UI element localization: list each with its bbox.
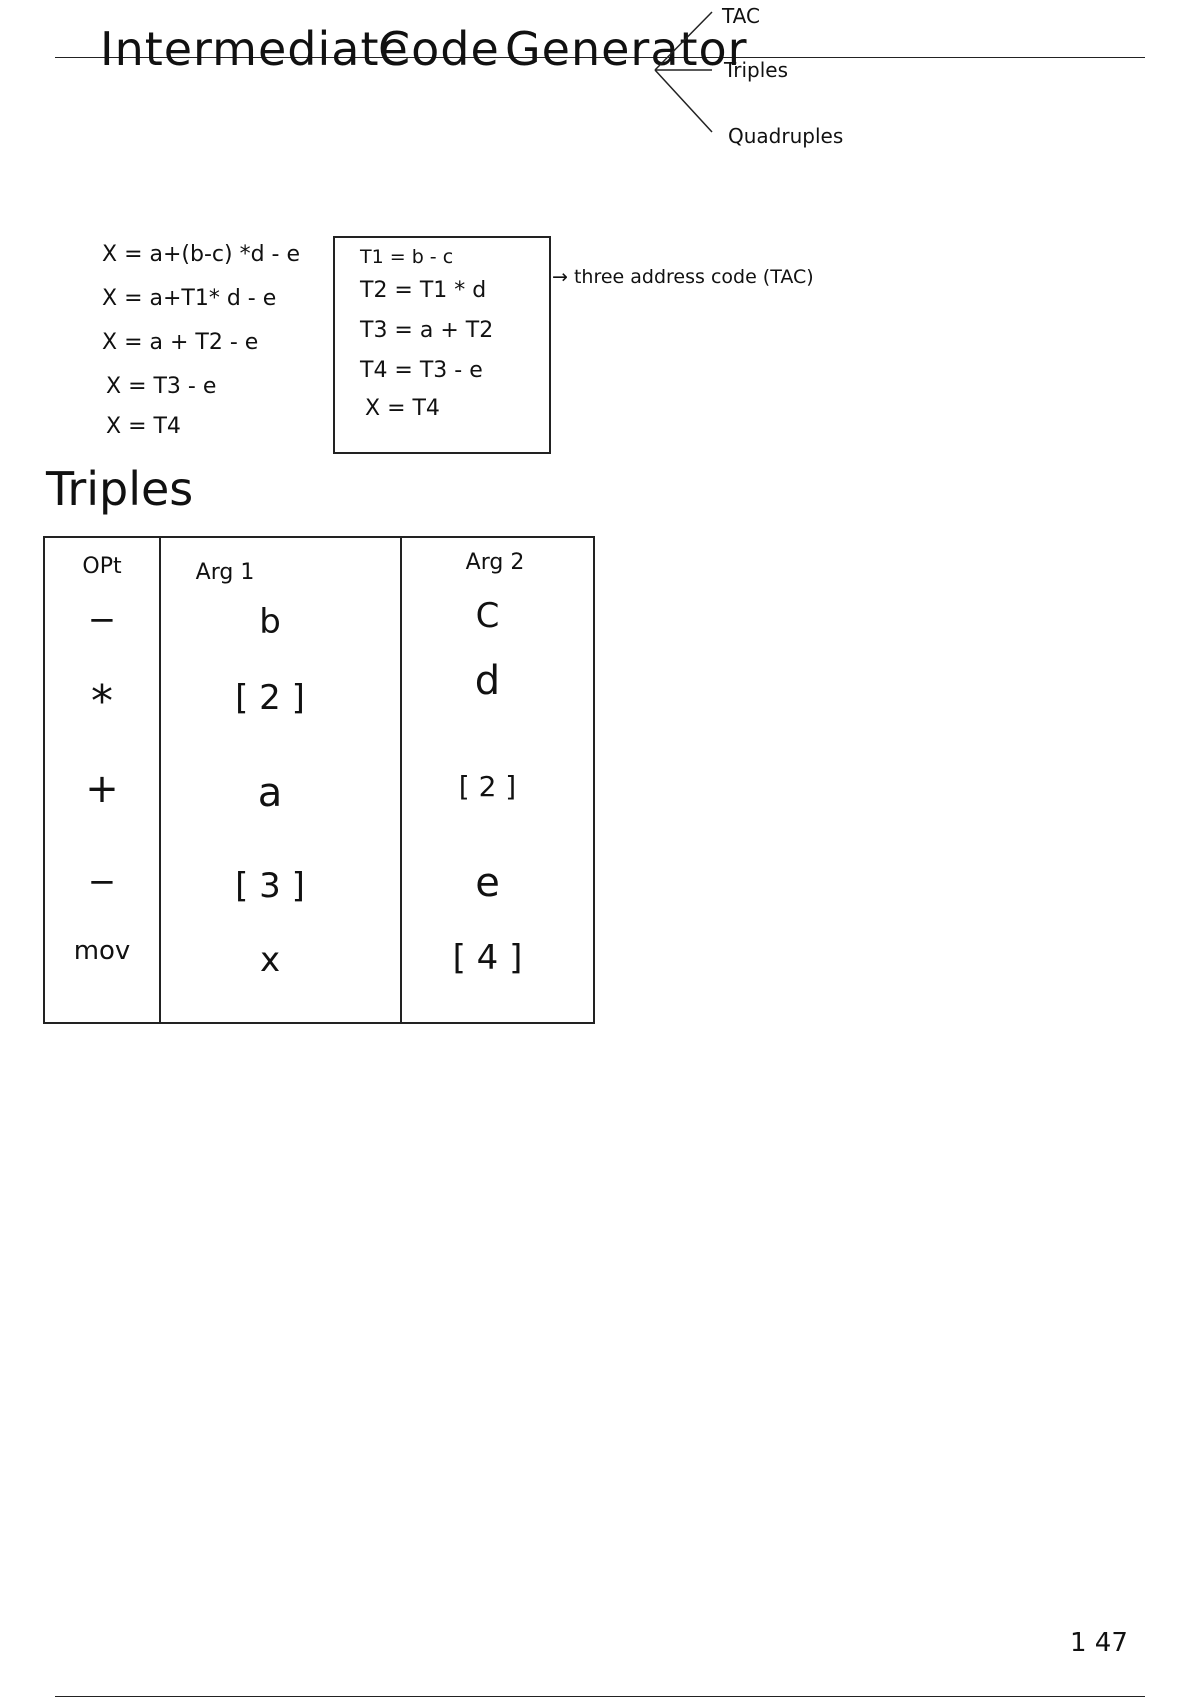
derivation-line-2: X = a+T1* d - e xyxy=(102,286,277,311)
tac-box xyxy=(333,236,551,454)
derivation-line-3: X = a + T2 - e xyxy=(102,330,259,355)
tac-line-3: T3 = a + T2 xyxy=(360,318,494,343)
branch-quadruples: Quadruples xyxy=(728,124,844,148)
tac-note: → three address code (TAC) xyxy=(552,266,814,288)
row2-op: * xyxy=(91,676,113,727)
row1-arg1: b xyxy=(259,602,281,642)
row4-arg1: [ 3 ] xyxy=(235,866,305,906)
row5-arg2: [ 4 ] xyxy=(452,938,523,978)
tac-line-1: T1 = b - c xyxy=(360,246,454,268)
row5-arg1: x xyxy=(259,940,281,980)
branch-lines xyxy=(640,0,730,150)
row1-arg2: C xyxy=(475,596,500,636)
title-word-3: Generator xyxy=(505,22,748,76)
page-number: 1 47 xyxy=(1070,1628,1128,1658)
derivation-line-5: X = T4 xyxy=(106,414,181,439)
row4-arg2: e xyxy=(475,860,500,906)
tac-line-2: T2 = T1 * d xyxy=(360,278,487,303)
row5-op: mov xyxy=(73,936,131,966)
bottom-rule xyxy=(55,1696,1145,1697)
row3-arg1: a xyxy=(257,770,283,816)
row1-op: − xyxy=(87,600,117,640)
header-arg1: Arg 1 xyxy=(195,560,255,585)
title-word-2: Code xyxy=(378,22,500,76)
branch-triples: Triples xyxy=(724,58,789,82)
row2-arg1: [ 2 ] xyxy=(235,678,305,718)
title-word-1: Intermediate xyxy=(100,22,409,76)
header-opt: OPt xyxy=(82,554,122,579)
tac-line-5: X = T4 xyxy=(365,396,440,421)
row3-op: + xyxy=(85,766,119,812)
derivation-line-1: X = a+(b-c) *d - e xyxy=(102,242,300,267)
triples-heading: Triples xyxy=(46,462,194,516)
row4-op: − xyxy=(87,862,117,902)
branch-tac: TAC xyxy=(722,4,760,28)
row3-arg2: [ 2 ] xyxy=(458,770,517,803)
tac-line-4: T4 = T3 - e xyxy=(360,358,483,383)
row2-arg2: d xyxy=(474,658,501,704)
derivation-line-4: X = T3 - e xyxy=(106,374,217,399)
header-arg2: Arg 2 xyxy=(465,550,525,575)
